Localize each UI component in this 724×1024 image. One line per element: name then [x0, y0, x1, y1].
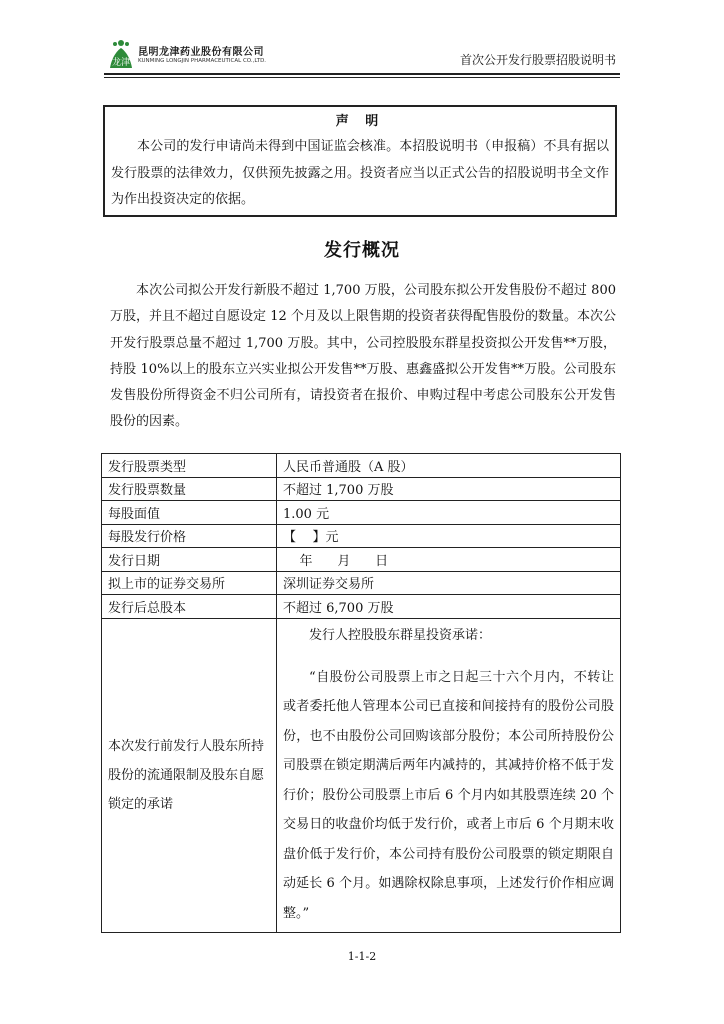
company-logo-icon	[106, 38, 136, 72]
row-value: 人民币普通股（A 股）	[277, 454, 621, 478]
row-label: 发行日期	[102, 548, 277, 572]
lockup-cell	[277, 618, 621, 933]
logo-text: 龙津	[111, 58, 131, 68]
row-value: 1.00 元	[277, 501, 621, 525]
row-label: 发行股票数量	[102, 477, 277, 501]
table-row	[102, 477, 621, 501]
table-row	[102, 454, 621, 478]
row-value: 【 】元	[277, 524, 621, 548]
row-value: 不超过 6,700 万股	[277, 595, 621, 619]
table-row-lockup	[102, 618, 621, 933]
disclaimer-body: 本公司的发行申请尚未得到中国证监会核准。本招股说明书（申报稿）不具有据以发行股票的法律效力，仅供预先披露之用。投资者应当以正式公告的招股说明书全文作为作出投资决定的依据。	[111, 139, 609, 207]
row-label: 每股发行价格	[102, 524, 277, 548]
row-label: 拟上市的证券交易所	[102, 571, 277, 595]
lockup-heading: 发行人控股股东群星投资承诺：	[309, 627, 492, 643]
header-rule-thin	[104, 77, 620, 78]
lockup-label: 本次发行前发行人股东所持股份的流通限制及股东自愿锁定的承诺	[102, 618, 277, 933]
lockup-content: “自股份公司股票上市之日起三十六个月内，不转让或者委托他人管理本公司已直接和间接持有的股份公司股份，也不由股份公司回购该部分股份；本公司所持股份公司股票在锁定期满后两年内减持的，其减持价格不低于发行价；股份公司股票上市后 6 个月内如其股票连续 20 个交易日的收盘价均低于发行价，或者上市后 6 个月期末收盘价低于发行价，本公司持有股份公司股票的锁定期限自动延长 6 个月。如遇除权除息事项，上述发行价作相应调整。”	[283, 669, 614, 921]
table-row	[102, 595, 621, 619]
page-number: 1-1-2	[347, 950, 377, 963]
table-row	[102, 524, 621, 548]
header-rule-thick	[104, 73, 620, 75]
row-label: 发行后总股本	[102, 595, 277, 619]
row-value: 深圳证券交易所	[277, 571, 621, 595]
disclaimer-box	[103, 105, 617, 217]
document-title: 首次公开发行股票招股说明书	[459, 53, 616, 67]
offering-table	[101, 453, 621, 933]
company-name-cn: 昆明龙津药业股份有限公司	[138, 47, 264, 58]
company-name-en: KUNMING LONGJIN PHARMACEUTICAL CO.,LTD.	[138, 58, 267, 64]
table-row	[102, 548, 621, 572]
row-value: 年 月 日	[277, 548, 621, 572]
page-header	[104, 36, 620, 78]
overview-paragraph: 本次公司拟公开发行新股不超过 1,700 万股，公司股东拟公开发售股份不超过 800 万股，并且不超过自愿设定 12 个月及以上限售期的投资者获得配售股份的数量。本次公开发行股票总量不超过 1,700 万股。其中，公司控股股东群星投资拟公开发售**万股，持股 10%以上的股东立兴实业拟公开发售**万股、惠鑫盛拟公开发售**万股。公司股东发售股份所得资金不归公司所有，请投资者在报价、申购过程中考虑公司股东公开发售股份的因素。	[110, 283, 616, 430]
section-title: 发行概况	[324, 240, 400, 261]
disclaimer-title: 声 明	[335, 114, 385, 129]
row-label: 发行股票类型	[102, 454, 277, 478]
table-row	[102, 501, 621, 525]
row-label: 每股面值	[102, 501, 277, 525]
row-value: 不超过 1,700 万股	[277, 477, 621, 501]
table-row	[102, 571, 621, 595]
